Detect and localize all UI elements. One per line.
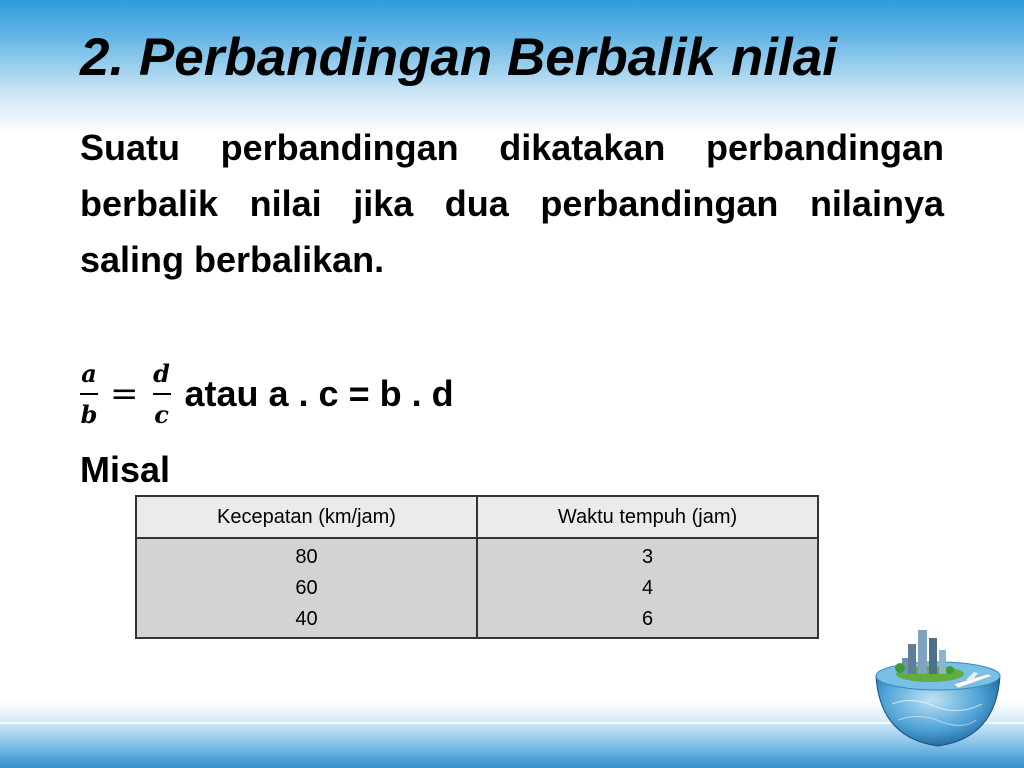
- fraction-bar: [80, 393, 98, 395]
- fraction-a-over-b: [80, 360, 98, 429]
- bottom-decor-band: [0, 700, 1024, 768]
- time-cell: [477, 538, 818, 638]
- slide-title: 2. Perbandingan Berbalik nilai: [80, 28, 837, 87]
- globe-city-icon: [872, 620, 1004, 750]
- fraction-denominator: c: [154, 399, 169, 429]
- fraction-d-over-c: [153, 360, 171, 429]
- time-value: 6: [641, 607, 654, 630]
- formula-text: atau a . c = b . d: [184, 373, 454, 414]
- speed-cell: [136, 538, 477, 638]
- time-value: 3: [641, 545, 654, 568]
- formula: [80, 354, 454, 434]
- speed-time-table: [135, 495, 819, 639]
- example-label: Misal: [80, 449, 171, 490]
- header-time: Waktu tempuh (jam): [477, 496, 818, 538]
- fraction-numerator: a: [81, 358, 97, 388]
- definition-text: Suatu perbandingan dikatakan perbandingan berbalik nilai jika dua perbandingan nilainya saling berbalikan.: [80, 127, 944, 280]
- time-value: 4: [641, 576, 654, 599]
- fraction-denominator: b: [80, 399, 98, 429]
- fraction-bar: [153, 393, 171, 395]
- speed-value: 80: [295, 545, 318, 568]
- fraction-numerator: d: [153, 358, 170, 388]
- equals-sign: =: [110, 374, 139, 414]
- header-speed: Kecepatan (km/jam): [136, 496, 477, 538]
- table-row: [136, 538, 818, 638]
- speed-value: 40: [295, 607, 318, 630]
- speed-value: 60: [295, 576, 318, 599]
